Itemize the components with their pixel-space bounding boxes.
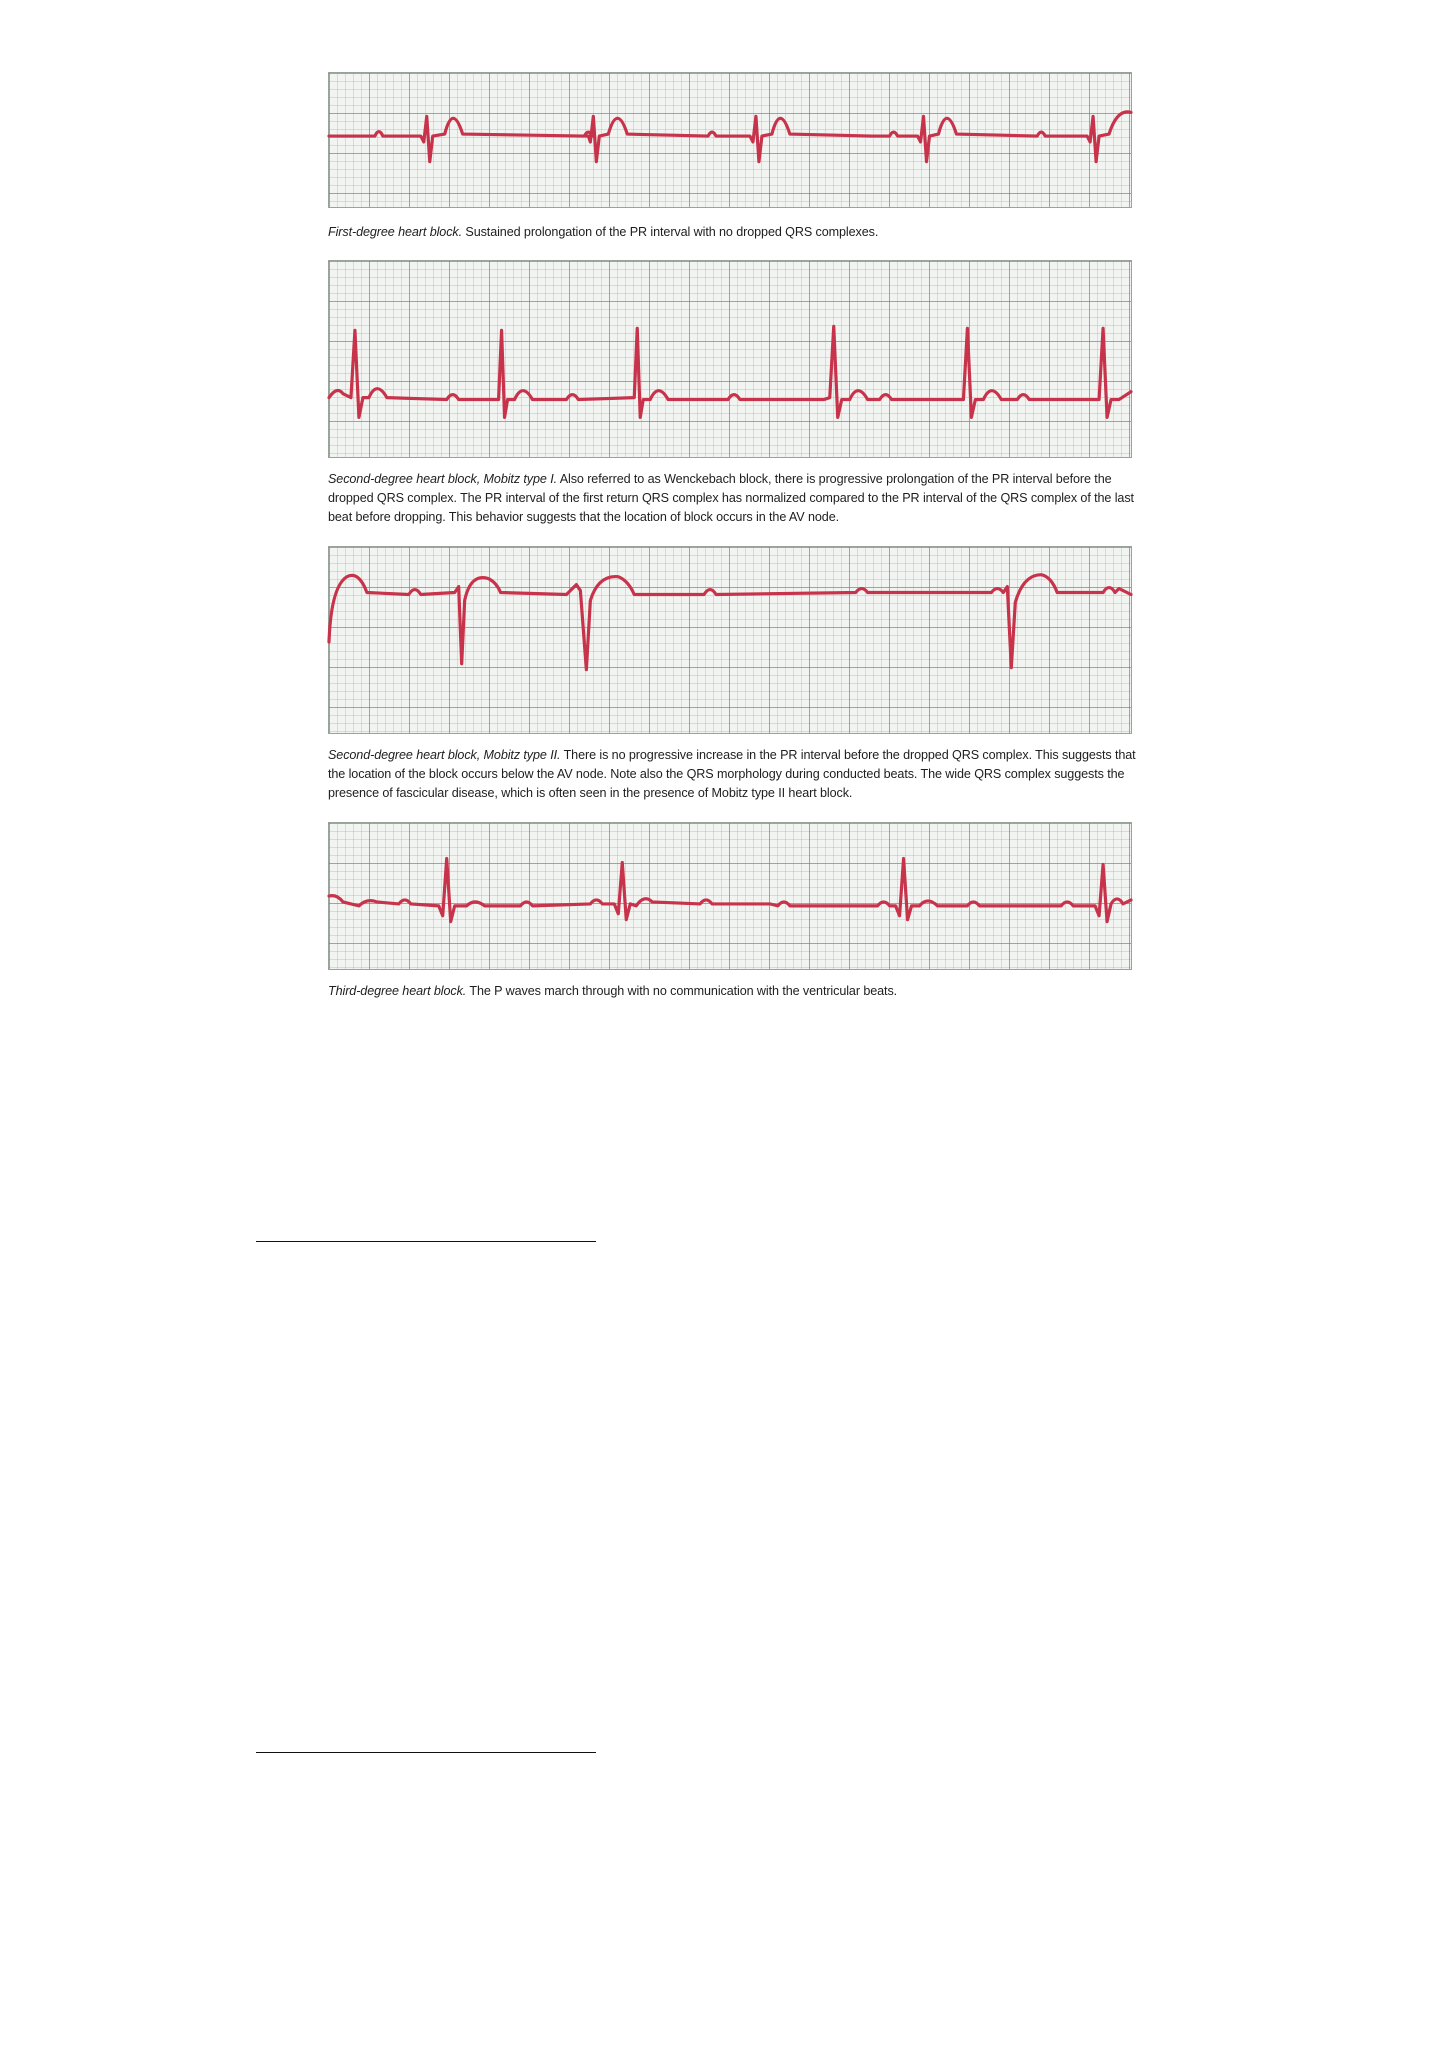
ecg-strip-mobitz-type-1 xyxy=(328,260,1132,458)
caption-third-degree xyxy=(328,982,1136,1001)
caption-text: The P waves march through with no communication with the ventricular beats. xyxy=(466,984,898,998)
ecg-trace-mobitz-type-1 xyxy=(329,261,1131,457)
ecg-trace-third-degree xyxy=(329,823,1131,969)
ecg-strip-first-degree xyxy=(328,72,1132,208)
ecg-trace-mobitz-type-2 xyxy=(329,547,1131,733)
caption-lead: First-degree heart block. xyxy=(328,225,462,239)
caption-first-degree xyxy=(328,223,1136,242)
caption-mobitz-type-2 xyxy=(328,746,1136,803)
caption-lead: Second-degree heart block, Mobitz type I. xyxy=(328,472,558,486)
caption-text: Sustained prolongation of the PR interval with no dropped QRS complexes. xyxy=(462,225,879,239)
horizontal-rule-2 xyxy=(256,1752,596,1753)
caption-lead: Third-degree heart block. xyxy=(328,984,467,998)
ecg-strip-mobitz-type-2 xyxy=(328,546,1132,734)
caption-mobitz-type-1 xyxy=(328,470,1136,527)
ecg-strip-third-degree xyxy=(328,822,1132,970)
caption-text: There is no progressive increase in the PR interval before the dropped QRS complex. This suggests that the location of the block occurs below the AV node. Note also the QRS morphology during conducted beats. The wide QRS complex suggests the presence of fascicular disease, which is often seen in the presence of Mobitz type II heart block. xyxy=(328,748,1136,800)
caption-lead: Second-degree heart block, Mobitz type II. xyxy=(328,748,561,762)
caption-text: Also referred to as Wenckebach block, there is progressive prolongation of the PR interval before the dropped QRS complex. The PR interval of the first return QRS complex has normalized compared to the PR interval of the QRS complex of the last beat before dropping. This behavior suggests that the location of block occurs in the AV node. xyxy=(328,472,1134,524)
horizontal-rule-1 xyxy=(256,1241,596,1242)
ecg-trace-first-degree xyxy=(329,73,1131,207)
